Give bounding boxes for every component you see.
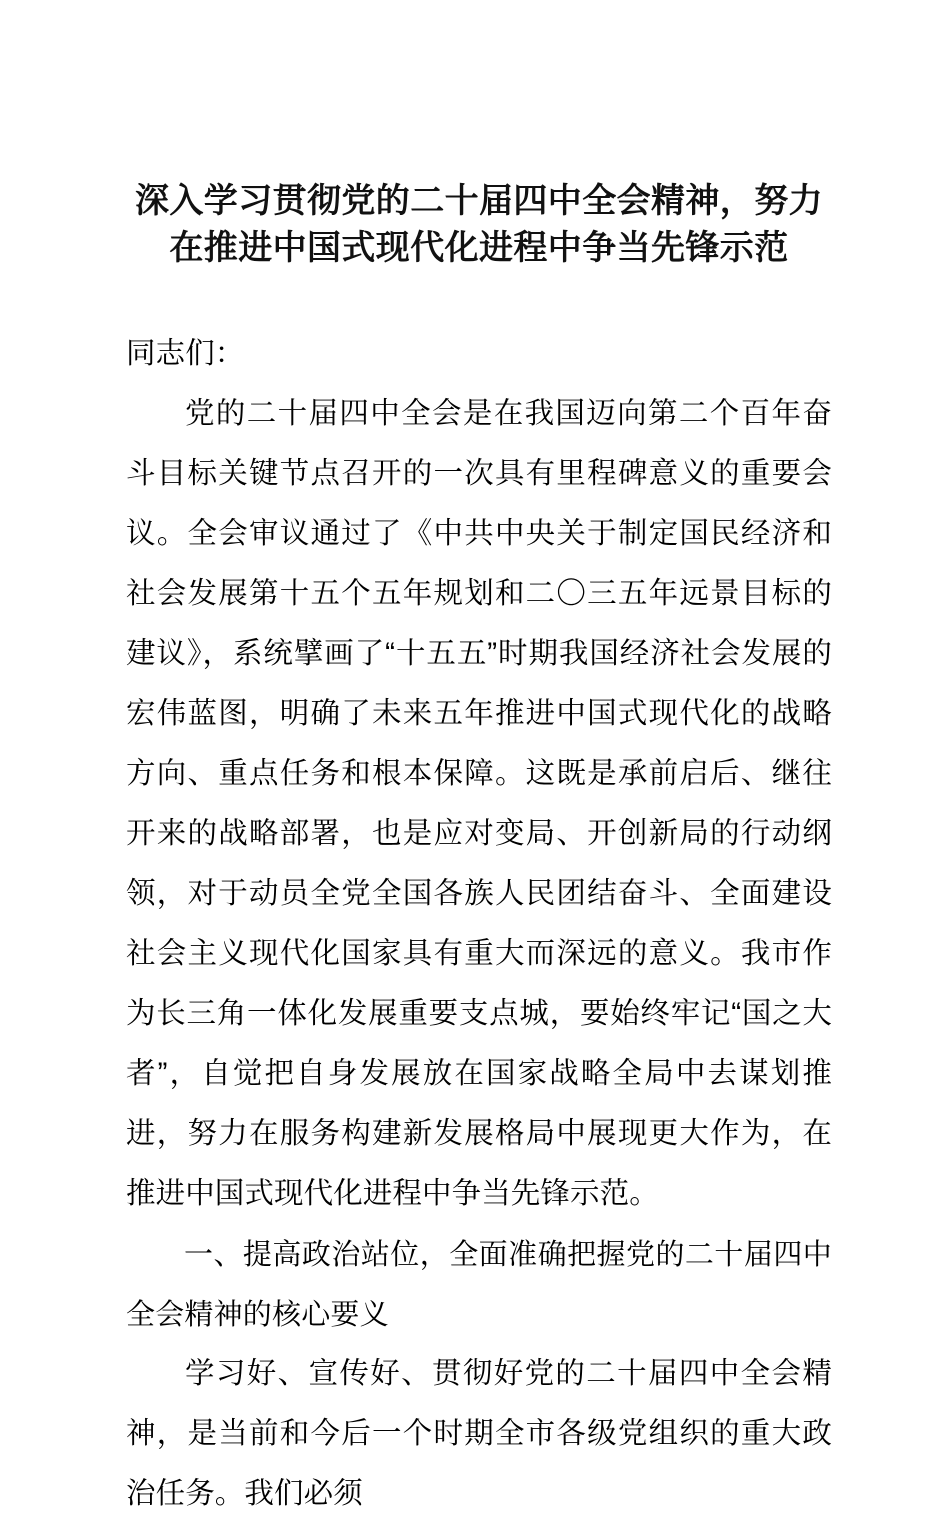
body-paragraph-1: 党的二十届四中全会是在我国迈向第二个百年奋斗目标关键节点召开的一次具有里程碑意义的重要会议。全会审议通过了《中共中央关于制定国民经济和社会发展第十五个五年规划和二〇三五年远景目标的建议》，系统擘画了“十五五”时期我国经济社会发展的宏伟蓝图，明确了未来五年推进中国式现代化的战略方向、重点任务和根本保障。这既是承前启后、继往开来的战略部署，也是应对变局、开创新局的行动纲领，对于动员全党全国各族人民团结奋斗、全面建设社会主义现代化国家具有重大而深远的意义。我市作为长三角一体化发展重要支点城，要始终牢记“国之大者”，自觉把自身发展放在国家战略全局中去谋划推进，努力在服务构建新发展格局中展现更大作为，在推进中国式现代化进程中争当先锋示范。 — [126, 397, 832, 1210]
section-heading-1: 一、提高政治站位，全面准确把握党的二十届四中全会精神的核心要义 — [126, 1237, 832, 1331]
salutation: 同志们： — [126, 337, 245, 370]
document-title: 深入学习贯彻党的二十届四中全会精神，努力在推进中国式现代化进程中争当先锋示范 — [135, 182, 823, 267]
document-content — [126, 0, 832, 1524]
body-paragraph-2: 学习好、宣传好、贯彻好党的二十届四中全会精神，是当前和今后一个时期全市各级党组织的重大政治任务。我们必须 — [126, 1357, 832, 1510]
